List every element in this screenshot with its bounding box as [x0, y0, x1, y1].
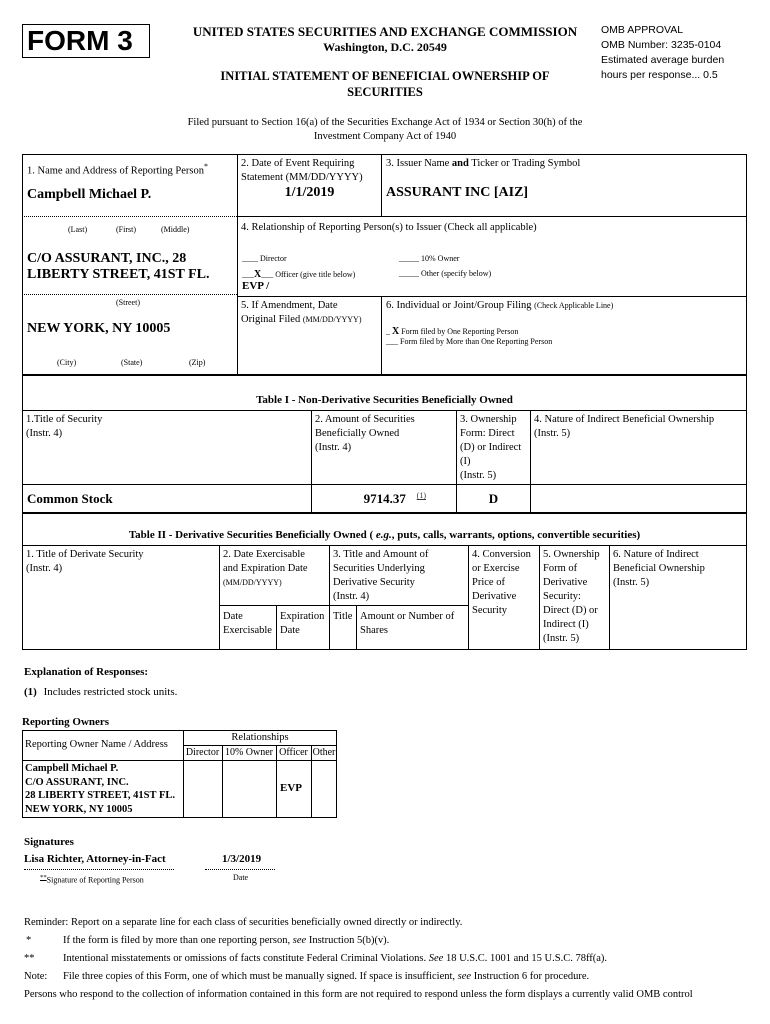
omb-approval-box [601, 23, 724, 83]
table1-col2-line3: (Instr. 4) [315, 442, 352, 453]
table2-col5-line2: Form of [543, 563, 578, 574]
footer-note-see: see [457, 971, 472, 982]
footer-star2-pre: Intentional misstatements or omissions of facts constitute Federal Criminal Violations. [63, 953, 427, 964]
box3-label [386, 157, 580, 171]
event-date: 1/1/2019 [284, 185, 335, 200]
box4-other: _____ Other (specify below) [399, 269, 492, 278]
footer-note-pre: File three copies of this Form, one of which must be manually signed. If space is insufficient, [63, 971, 456, 982]
footer-star1-mark: * [26, 935, 32, 946]
box5-label-line2-small: (MM/DD/YYYY) [302, 315, 362, 324]
table2-col2-line1: 2. Date Exercisable [223, 549, 305, 560]
table2-col1-line2: (Instr. 4) [26, 563, 63, 574]
owners-header-bottom [22, 760, 337, 761]
table1-row-security: Common Stock [27, 491, 113, 506]
date-label: Date [233, 873, 249, 882]
table2-header-top [22, 545, 747, 546]
table2-title [22, 529, 747, 541]
box2-label-line1: 2. Date of Event Requiring [241, 158, 355, 169]
table2-col2-line3: (MM/DD/YYYY) [223, 578, 282, 587]
table1-col2-header [315, 413, 415, 455]
owners-col-ten-percent: 10% Owner [224, 747, 274, 758]
table2-col3-sub2-line1: Amount or Number of [360, 611, 455, 622]
omb-approval: OMB APPROVAL [601, 24, 684, 36]
agency-name: UNITED STATES SECURITIES AND EXCHANGE COMMISSION [192, 24, 578, 39]
box1-last-label: (Last) [68, 225, 88, 234]
table1-col4-header [534, 413, 714, 441]
box5-label-line2-pre: Original Filed [241, 314, 301, 325]
table2-col2-sub2-line2: Date [280, 625, 300, 636]
owner-name-address [25, 762, 175, 816]
table1-col3-line3: (D) or Indirect [460, 442, 522, 453]
signatures-heading: Signatures [24, 836, 74, 848]
box6-label-pre: 6. Individual or Joint/Group Filing [386, 300, 532, 311]
table2-col4-line1: 4. Conversion [472, 549, 531, 560]
owner-line3: 28 LIBERTY STREET, 41ST FL. [25, 790, 175, 801]
box6-one-check: X [392, 326, 400, 337]
table2-title-pre: Table II - Derivative Securities Beneficially Owned ( [128, 529, 374, 541]
form-title: FORM 3 [27, 25, 133, 56]
box1-label-text: 1. Name and Address of Reporting Person [27, 165, 205, 177]
box3-label-post: Ticker or Trading Symbol [471, 158, 581, 169]
table2-col3-line4: (Instr. 4) [333, 591, 370, 602]
owners-col-officer: Officer [279, 747, 308, 758]
explanation-item-number: (1) [24, 686, 37, 698]
box4-officer-post: ___ Officer (give title below) [261, 270, 356, 279]
table2-col6-line3: (Instr. 5) [613, 577, 650, 588]
table2-col2-sub1-line1: Date [223, 611, 243, 622]
box3-label-pre: 3. Issuer Name [386, 158, 450, 169]
box6-more-reporting-persons: ___ Form filed by More than One Reporting Person [386, 337, 553, 346]
table2-col3-sub2-line2: Shares [360, 625, 388, 636]
table1-col3-line5: (Instr. 5) [460, 470, 497, 481]
table2-col5-line5: Direct (D) or [543, 605, 598, 616]
agency-location: Washington, D.C. 20549 [323, 40, 447, 54]
table2-col6-line1: 6. Nature of Indirect [613, 549, 699, 560]
signature-line [24, 869, 174, 870]
table1-col1-line2: (Instr. 4) [26, 428, 63, 439]
table1-col4-line1: 4. Nature of Indirect Beneficial Ownership [534, 414, 715, 425]
footer-star1 [63, 934, 389, 948]
box1-state-label: (State) [121, 358, 143, 367]
footer-note-post: Instruction 6 for procedure. [473, 971, 590, 982]
table2-col5-line7: (Instr. 5) [543, 633, 580, 644]
reporting-address-line2: LIBERTY STREET, 41ST FL. [27, 267, 210, 282]
omb-burden: Estimated average burden [601, 54, 725, 66]
grid-divider-v3 [381, 296, 382, 375]
grid-divider-h2 [237, 296, 747, 297]
box1-city-label: (City) [57, 358, 77, 367]
box6-one-pre: _ [386, 327, 390, 336]
table2-col3-sub2 [360, 610, 454, 638]
grid-divider-v2 [381, 154, 382, 216]
officer-title: EVP / [242, 280, 270, 292]
table1-col2-line2: Beneficially Owned [315, 428, 400, 439]
table2-col-divider2 [329, 545, 330, 650]
owner-line2: C/O ASSURANT, INC. [25, 776, 129, 788]
filed-pursuant-line1: Filed pursuant to Section 16(a) of the Securities Exchange Act of 1934 or Section 30(h) of the [187, 117, 583, 128]
table2-col2-sub2 [280, 610, 324, 638]
omb-number: OMB Number: 3235-0104 [601, 39, 722, 51]
form-name-line2: SECURITIES [347, 85, 423, 99]
table1-col3-line1: 3. Ownership [460, 414, 517, 425]
table2-col2-sub1 [223, 610, 272, 638]
owner-officer-value: EVP [280, 782, 302, 794]
table1-row-amount-cell [312, 491, 456, 507]
box1-label-mark: * [204, 162, 209, 171]
box6-label-small: (Check Applicable Line) [534, 301, 614, 310]
reporting-person-name: Campbell Michael P. [27, 187, 152, 202]
box4-label: 4. Relationship of Reporting Person(s) to Issuer (Check all applicable) [241, 222, 537, 233]
table2-col1-header [26, 548, 144, 576]
box2-label-line2: Statement (MM/DD/YYYY) [241, 172, 363, 183]
issuer-name: ASSURANT INC [AIZ] [386, 185, 529, 200]
table2-title-post: , puts, calls, warrants, options, convertible securities) [391, 529, 641, 541]
table1-col1-header [26, 413, 102, 441]
table1-col3-header [460, 413, 521, 483]
footer-star2-see: See [428, 953, 444, 964]
footer-note-label: Note: [24, 971, 48, 982]
table1-row-amount: 9714.37 [363, 491, 406, 506]
owners-relationships-label: Relationships [231, 732, 289, 743]
table1-col4-line2: (Instr. 5) [534, 428, 571, 439]
owners-col-name: Reporting Owner Name / Address [25, 739, 168, 750]
box4-officer [242, 269, 355, 280]
signature-label-text: Signature of Reporting Person [46, 875, 144, 885]
box1-zip-label: (Zip) [189, 358, 206, 367]
table2-col4-line4: Derivative [472, 591, 517, 602]
table2-sub-divider1 [276, 605, 277, 650]
box6-one-reporting-person [386, 326, 518, 337]
footnote-1-link[interactable]: (1) [416, 491, 426, 501]
form-name-line1: INITIAL STATEMENT OF BENEFICIAL OWNERSHIP OF [220, 69, 550, 83]
filed-pursuant-line2: Investment Company Act of 1940 [313, 131, 457, 142]
omb-hours-line [601, 68, 724, 83]
table2-col2-header [223, 548, 308, 590]
table2-col6-header [613, 548, 705, 590]
table2-col2-sub2-line1: Expiration [280, 611, 325, 622]
table1-col2-line1: 2. Amount of Securities [315, 414, 415, 425]
signer-name: Lisa Richter, Attorney-in-Fact [24, 853, 166, 865]
box3-label-and: and [451, 158, 469, 169]
box1-first-label: (First) [116, 225, 136, 234]
box5-label-line1: 5. If Amendment, Date [241, 300, 338, 311]
table1-col3-line2: Form: Direct [460, 428, 515, 439]
owner-line1: Campbell Michael P. [25, 763, 119, 774]
table2-sub-divider2 [356, 605, 357, 650]
explanation-item-text: Includes restricted stock units. [43, 686, 178, 698]
table1-row-ownership-form: D [488, 491, 499, 506]
table2-col-divider4 [539, 545, 540, 650]
box1-middle-label: (Middle) [161, 225, 190, 234]
table2-col-divider5 [609, 545, 610, 650]
footer-star1-see: see [292, 935, 307, 946]
owners-col-director: Director [185, 747, 220, 758]
table2-col5-line4: Security: [543, 591, 581, 602]
omb-hours-label: hours per response... [601, 69, 701, 81]
table2-col1-line1: 1. Title of Derivate Security [26, 549, 144, 560]
box4-officer-check: X [254, 269, 262, 280]
table2-col5-line6: Indirect (I) [543, 619, 589, 630]
table1-title: Table I - Non-Derivative Securities Beneficially Owned [256, 394, 513, 406]
omb-hours-value: 0.5 [703, 69, 718, 81]
table2-subheader-line [219, 605, 468, 606]
signature-label [40, 874, 144, 885]
box1-label [27, 160, 208, 179]
box4-director: ____ Director [242, 254, 287, 263]
table2-col3-line2: Securities Underlying [333, 563, 425, 574]
box1-name-dotted-line [22, 216, 237, 217]
table2-col5-line1: 5. Ownership [543, 549, 600, 560]
signature-date: 1/3/2019 [222, 853, 262, 865]
table2-col2-line2: and Expiration Date [223, 563, 308, 574]
date-line [205, 869, 275, 870]
box1-street-label: (Street) [116, 298, 140, 307]
table2-col4-line3: Price of [472, 577, 505, 588]
table2-col4-header [472, 548, 531, 618]
table2-col6-line2: Beneficial Ownership [613, 563, 705, 574]
footer-star2 [63, 952, 607, 966]
table1-header-top [22, 410, 747, 411]
table2-col3-line1: 3. Title and Amount of [333, 549, 429, 560]
footer-star2-mark: ** [24, 953, 35, 964]
reporting-owners-heading: Reporting Owners [22, 716, 110, 728]
table1-header-bottom [22, 484, 747, 485]
table2-col5-header [543, 548, 600, 646]
box1-address-dotted-line [22, 294, 237, 295]
table2-col3-line3: Derivative Security [333, 577, 415, 588]
table2-col2-sub1-line2: Exercisable [223, 625, 272, 636]
table2-title-eg: e.g. [375, 529, 392, 541]
table2-col3-sub1: Title [333, 611, 353, 622]
table1-col3-line4: (I) [460, 456, 471, 467]
box6-one-post: Form filed by One Reporting Person [401, 327, 519, 336]
owner-line4: NEW YORK, NY 10005 [25, 803, 133, 815]
table2-col3-header [333, 548, 428, 604]
grid-divider-h1 [237, 216, 747, 217]
footer-reminder: Reminder: Report on a separate line for each class of securities beneficially owned directly or indirectly. [24, 917, 463, 928]
table2-col4-line5: Security [472, 605, 507, 616]
table1-col1-line1: 1.Title of Security [26, 414, 103, 425]
footer-star1-post: Instruction 5(b)(v). [308, 935, 390, 946]
box4-ten-percent-owner: _____ 10% Owner [399, 254, 460, 263]
table2-col-divider3 [468, 545, 469, 650]
reporting-address-line1: C/O ASSURANT, INC., 28 [27, 251, 187, 266]
reporting-city-line: NEW YORK, NY 10005 [27, 321, 171, 336]
owners-col-other: Other [312, 747, 336, 758]
table2-col5-line3: Derivative [543, 577, 588, 588]
box6-label [386, 299, 613, 313]
table2-col-divider1 [219, 545, 220, 650]
signature-mark: ** [40, 874, 47, 881]
table1-col-divider3 [530, 410, 531, 513]
footer-star2-post: 18 U.S.C. 1001 and 15 U.S.C. 78ff(a). [445, 953, 608, 964]
footer-star1-pre: If the form is filed by more than one reporting person, [63, 935, 291, 946]
box5-label-line2 [241, 313, 362, 327]
box4-officer-pre: ___ [242, 270, 254, 279]
explanation-item-1 [24, 686, 177, 698]
table2-col4-line2: or Exercise [472, 563, 520, 574]
explanation-heading: Explanation of Responses: [24, 666, 149, 678]
footer-persons: Persons who respond to the collection of information contained in this form are not required to respond unless the form displays a currently valid OMB control [24, 989, 693, 1000]
footer-note [63, 970, 589, 984]
